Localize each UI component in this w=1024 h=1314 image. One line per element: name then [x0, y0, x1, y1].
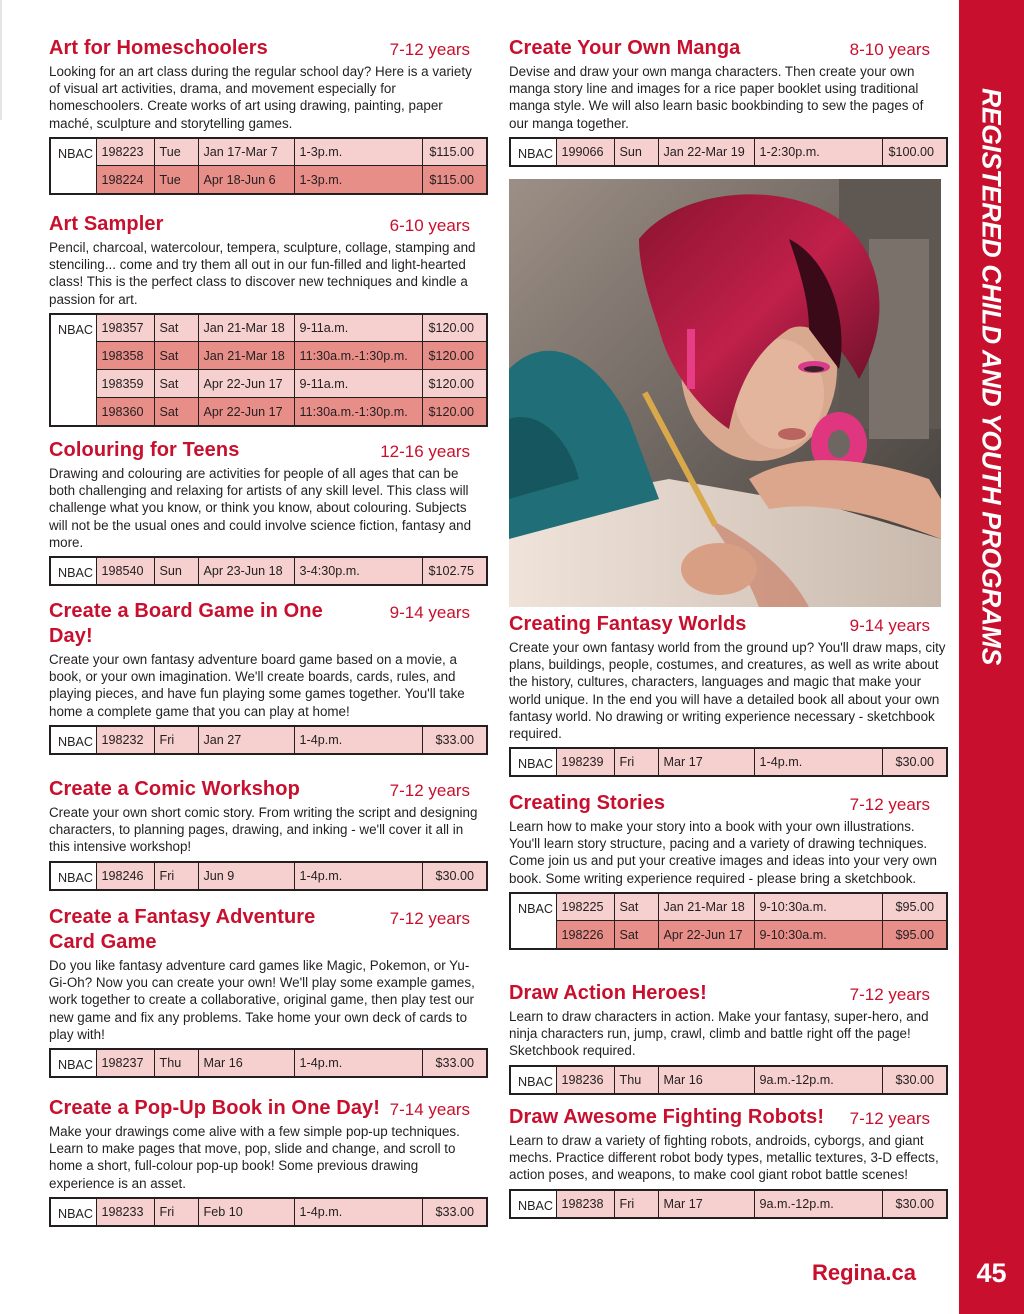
course-code-cell[interactable]: 198233	[96, 1198, 154, 1226]
day-cell: Sat	[614, 893, 658, 921]
course-code-cell[interactable]: 198357	[96, 314, 154, 342]
dates-cell: Mar 16	[198, 1049, 294, 1077]
price-cell: $115.00	[422, 166, 487, 194]
time-cell: 9-10:30a.m.	[754, 921, 882, 949]
time-cell: 9-11a.m.	[294, 314, 422, 342]
course-creating-fantasy-worlds	[509, 612, 946, 777]
price-cell: $120.00	[422, 398, 487, 426]
course-header	[509, 791, 946, 816]
time-cell: 1-4p.m.	[294, 1198, 422, 1226]
schedule-row	[50, 138, 487, 166]
course-description: Create your own fantasy world from the ground up? You'll draw maps, city plans, buildings, people, costumes, and creatures, as well as write about the history, cultures, characters, languages and magic that make your world unique. In the end you will have a detailed book all about your own fantasy world. No drawing or writing experience necessary - sketchbook required.	[509, 640, 946, 742]
dates-cell: Jan 27	[198, 726, 294, 754]
course-creating-stories	[509, 791, 946, 950]
course-title: Creating Stories	[509, 792, 666, 814]
time-cell: 1-3p.m.	[294, 166, 422, 194]
price-cell: $120.00	[422, 342, 487, 370]
course-description: Learn to draw characters in action. Make your fantasy, super-hero, and ninja characters run, jump, crawl, climb and battle right off the page! Sketchbook required.	[509, 1009, 929, 1059]
price-cell: $120.00	[422, 370, 487, 398]
time-cell: 11:30a.m.-1:30p.m.	[294, 342, 422, 370]
dates-cell: Mar 16	[658, 1066, 754, 1094]
course-age-range: 7-12 years	[849, 985, 930, 1004]
schedule-row	[50, 398, 487, 426]
course-header	[49, 905, 486, 955]
course-title: Create a Comic Workshop	[49, 778, 300, 800]
course-code-cell[interactable]: 198239	[556, 748, 614, 776]
course-create-a-pop-up-book	[49, 1096, 486, 1227]
course-code-cell[interactable]: 198236	[556, 1066, 614, 1094]
course-description: Drawing and colouring are activities for people of all ages that can be both challenging and relaxing for artists of any skill level. This class will challenge what you know, or think you know, about colouring. Subjects will not be the usual ones and could involve science fiction, fantasy and more.	[49, 466, 472, 550]
day-cell: Fri	[154, 1198, 198, 1226]
course-header	[49, 777, 486, 802]
schedule-row	[50, 1049, 487, 1077]
course-code-cell[interactable]: 198226	[556, 921, 614, 949]
course-title: Draw Awesome Fighting Robots!	[509, 1106, 825, 1128]
schedule-table	[49, 556, 488, 586]
day-cell: Fri	[614, 748, 658, 776]
course-header	[509, 612, 946, 637]
day-cell: Thu	[614, 1066, 658, 1094]
price-cell: $33.00	[422, 726, 487, 754]
course-draw-action-heroes	[509, 981, 946, 1095]
day-cell: Fri	[614, 1190, 658, 1218]
time-cell: 1-4p.m.	[294, 726, 422, 754]
price-cell: $30.00	[882, 1066, 947, 1094]
day-cell: Sat	[154, 398, 198, 426]
schedule-row	[510, 1066, 947, 1094]
schedule-table	[509, 892, 948, 950]
time-cell: 9-10:30a.m.	[754, 893, 882, 921]
schedule-row	[50, 557, 487, 585]
course-title: Art for Homeschoolers	[49, 37, 268, 59]
schedule-table	[49, 861, 488, 891]
schedule-row	[510, 748, 947, 776]
schedule-row	[50, 342, 487, 370]
course-code-cell[interactable]: 198224	[96, 166, 154, 194]
course-create-your-own-manga	[509, 36, 946, 167]
day-cell: Thu	[154, 1049, 198, 1077]
location-cell: NBAC	[510, 1190, 556, 1218]
course-art-for-homeschoolers	[49, 36, 486, 195]
time-cell: 3-4:30p.m.	[294, 557, 422, 585]
day-cell: Fri	[154, 726, 198, 754]
price-cell: $33.00	[422, 1198, 487, 1226]
course-code-cell[interactable]: 198232	[96, 726, 154, 754]
photo-girl-drawing	[509, 179, 941, 607]
day-cell: Sat	[154, 370, 198, 398]
time-cell: 1-4p.m.	[754, 748, 882, 776]
day-cell: Tue	[154, 166, 198, 194]
course-description: Do you like fantasy adventure card games like Magic, Pokemon, or Yu-Gi-Oh? Now you can create your own! We'll play some example games, work together to create a collaborative, original game, then play test our new game and fix any problems. Take home your own deck of cards to play with!	[49, 958, 475, 1042]
price-cell: $115.00	[422, 138, 487, 166]
course-age-range: 9-14 years	[849, 616, 930, 635]
course-draw-awesome-fighting-robots	[509, 1105, 946, 1219]
dates-cell: Apr 18-Jun 6	[198, 166, 294, 194]
course-description: Learn how to make your story into a book with your own illustrations. You'll learn story structure, pacing and a variety of drawing techniques. Come join us and put your creative images and ideas into your very own book. Some writing experience required - please bring a sketchbook.	[509, 819, 937, 886]
course-header	[49, 212, 486, 237]
dates-cell: Jan 21-Mar 18	[198, 314, 294, 342]
course-create-a-fantasy-adventure-card-game	[49, 905, 486, 1078]
course-age-range: 7-12 years	[849, 1109, 930, 1128]
course-age-range: 6-10 years	[389, 216, 470, 235]
course-description: Create your own fantasy adventure board game based on a movie, a book, or your own imagination. We'll create boards, cards, rules, and playing pieces, and have fun playing some games together. You'll take home a complete game that you can play at home!	[49, 652, 465, 719]
course-create-a-board-game	[49, 599, 486, 755]
schedule-table	[509, 1065, 948, 1095]
price-cell: $102.75	[422, 557, 487, 585]
course-code-cell[interactable]: 198359	[96, 370, 154, 398]
course-age-range: 7-12 years	[389, 781, 470, 800]
price-cell: $95.00	[882, 893, 947, 921]
page-number: 45	[976, 1258, 1007, 1288]
course-age-range: 7-12 years	[849, 795, 930, 814]
price-cell: $30.00	[882, 1190, 947, 1218]
dates-cell: Apr 22-Jun 17	[198, 370, 294, 398]
section-side-label	[959, 0, 1024, 740]
location-cell: NBAC	[50, 1198, 96, 1226]
side-label-text: REGISTERED CHILD AND YOUTH PROGRAMS	[976, 88, 1007, 665]
day-cell: Sat	[154, 314, 198, 342]
time-cell: 11:30a.m.-1:30p.m.	[294, 398, 422, 426]
course-description: Make your drawings come alive with a few simple pop-up techniques. Learn to make pages that move, pop, slide and change, and scroll to home a short, full-colour pop-up book! Some previous drawing experience is an asset.	[49, 1124, 460, 1191]
location-cell: NBAC	[50, 314, 96, 426]
schedule-table	[49, 1048, 488, 1078]
course-age-range: 9-14 years	[389, 603, 470, 622]
time-cell: 9a.m.-12p.m.	[754, 1066, 882, 1094]
dates-cell: Apr 22-Jun 17	[658, 921, 754, 949]
dates-cell: Jan 21-Mar 18	[658, 893, 754, 921]
schedule-row	[510, 921, 947, 949]
schedule-table	[509, 747, 948, 777]
course-title: Colouring for Teens	[49, 439, 240, 461]
location-cell: NBAC	[50, 1049, 96, 1077]
course-header	[509, 1105, 946, 1130]
location-cell: NBAC	[50, 557, 96, 585]
schedule-row	[50, 370, 487, 398]
page-edge-mark	[0, 0, 2, 120]
day-cell: Fri	[154, 862, 198, 890]
course-code-cell[interactable]: 198540	[96, 557, 154, 585]
course-code-cell[interactable]: 198238	[556, 1190, 614, 1218]
time-cell: 1-3p.m.	[294, 138, 422, 166]
course-description: Learn to draw a variety of fighting robots, androids, cyborgs, and giant mechs. Practice different robot body types, metallic textures, 3-D effects, action poses, and weapons, to make cool giant robot battle scenes!	[509, 1133, 939, 1183]
course-title: Art Sampler	[49, 213, 164, 235]
course-header	[509, 36, 946, 61]
course-code-cell[interactable]: 199066	[556, 138, 614, 166]
time-cell: 1-4p.m.	[294, 1049, 422, 1077]
location-cell: NBAC	[510, 138, 556, 166]
course-header	[509, 981, 946, 1006]
time-cell: 1-4p.m.	[294, 862, 422, 890]
course-title: Draw Action Heroes!	[509, 982, 707, 1004]
schedule-row	[510, 1190, 947, 1218]
schedule-row	[50, 314, 487, 342]
course-header	[49, 1096, 486, 1121]
dates-cell: Jun 9	[198, 862, 294, 890]
dates-cell: Jan 17-Mar 7	[198, 138, 294, 166]
course-age-range: 7-14 years	[389, 1100, 470, 1119]
course-description: Create your own short comic story. From writing the script and designing characters, to planning pages, drawing, and inking - we'll cover it all in this intensive workshop!	[49, 805, 478, 855]
schedule-row	[50, 166, 487, 194]
course-age-range: 12-16 years	[380, 442, 470, 461]
course-code-cell[interactable]: 198246	[96, 862, 154, 890]
dates-cell: Apr 22-Jun 17	[198, 398, 294, 426]
day-cell: Sun	[154, 557, 198, 585]
price-cell: $95.00	[882, 921, 947, 949]
day-cell: Tue	[154, 138, 198, 166]
course-code-cell[interactable]: 198360	[96, 398, 154, 426]
schedule-row	[510, 138, 947, 166]
schedule-table	[49, 1197, 488, 1227]
course-art-sampler	[49, 212, 486, 427]
price-cell: $33.00	[422, 1049, 487, 1077]
price-cell: $30.00	[422, 862, 487, 890]
course-age-range: 7-12 years	[389, 40, 470, 59]
schedule-table	[49, 313, 488, 427]
location-cell: NBAC	[50, 726, 96, 754]
time-cell: 9-11a.m.	[294, 370, 422, 398]
course-header	[49, 36, 486, 61]
day-cell: Sat	[154, 342, 198, 370]
course-title: Create a Pop-Up Book in One Day!	[49, 1097, 381, 1119]
course-create-a-comic-workshop	[49, 777, 486, 891]
schedule-row	[510, 893, 947, 921]
price-cell: $100.00	[882, 138, 947, 166]
schedule-table	[509, 1189, 948, 1219]
course-colouring-for-teens	[49, 438, 486, 586]
website-link[interactable]: Regina.ca	[812, 1260, 916, 1285]
dates-cell: Feb 10	[198, 1198, 294, 1226]
price-cell: $30.00	[882, 748, 947, 776]
course-code-cell[interactable]: 198223	[96, 138, 154, 166]
course-title: Create Your Own Manga	[509, 37, 741, 59]
course-age-range: 7-12 years	[389, 909, 470, 928]
dates-cell: Jan 21-Mar 18	[198, 342, 294, 370]
schedule-row	[50, 1198, 487, 1226]
dates-cell: Apr 23-Jun 18	[198, 557, 294, 585]
course-title: Creating Fantasy Worlds	[509, 613, 747, 635]
schedule-table	[49, 137, 488, 195]
day-cell: Sat	[614, 921, 658, 949]
course-title: Create a Fantasy Adventure Card Game	[49, 906, 316, 953]
day-cell: Sun	[614, 138, 658, 166]
course-header	[49, 599, 486, 649]
location-cell: NBAC	[510, 1066, 556, 1094]
schedule-row	[50, 726, 487, 754]
dates-cell: Mar 17	[658, 1190, 754, 1218]
schedule-table	[49, 725, 488, 755]
dates-cell: Jan 22-Mar 19	[658, 138, 754, 166]
course-code-cell[interactable]: 198358	[96, 342, 154, 370]
location-cell: NBAC	[510, 893, 556, 949]
schedule-table	[509, 137, 948, 167]
course-code-cell[interactable]: 198237	[96, 1049, 154, 1077]
schedule-row	[50, 862, 487, 890]
dates-cell: Mar 17	[658, 748, 754, 776]
location-cell: NBAC	[50, 138, 96, 194]
course-title: Create a Board Game in One Day!	[49, 600, 323, 647]
course-description: Looking for an art class during the regular school day? Here is a variety of visual art activities, drama, and movement especially for homeschoolers. Create works of art using drawing, painting, paper maché, sculpture and storytelling games.	[49, 64, 472, 131]
course-age-range: 8-10 years	[849, 40, 930, 59]
course-description: Pencil, charcoal, watercolour, tempera, sculpture, collage, stamping and stenciling... come and try them all out in our fun-filled and light-hearted class! This is the perfect class to discover new techniques and kindle a passion for art.	[49, 240, 476, 307]
time-cell: 1-2:30p.m.	[754, 138, 882, 166]
course-description: Devise and draw your own manga characters. Then create your own manga story line and images for a rice paper booklet using traditional manga style. We will also learn basic bookbinding to sew the pages of our manga together.	[509, 64, 924, 131]
time-cell: 9a.m.-12p.m.	[754, 1190, 882, 1218]
location-cell: NBAC	[510, 748, 556, 776]
price-cell: $120.00	[422, 314, 487, 342]
course-header	[49, 438, 486, 463]
location-cell: NBAC	[50, 862, 96, 890]
course-code-cell[interactable]: 198225	[556, 893, 614, 921]
